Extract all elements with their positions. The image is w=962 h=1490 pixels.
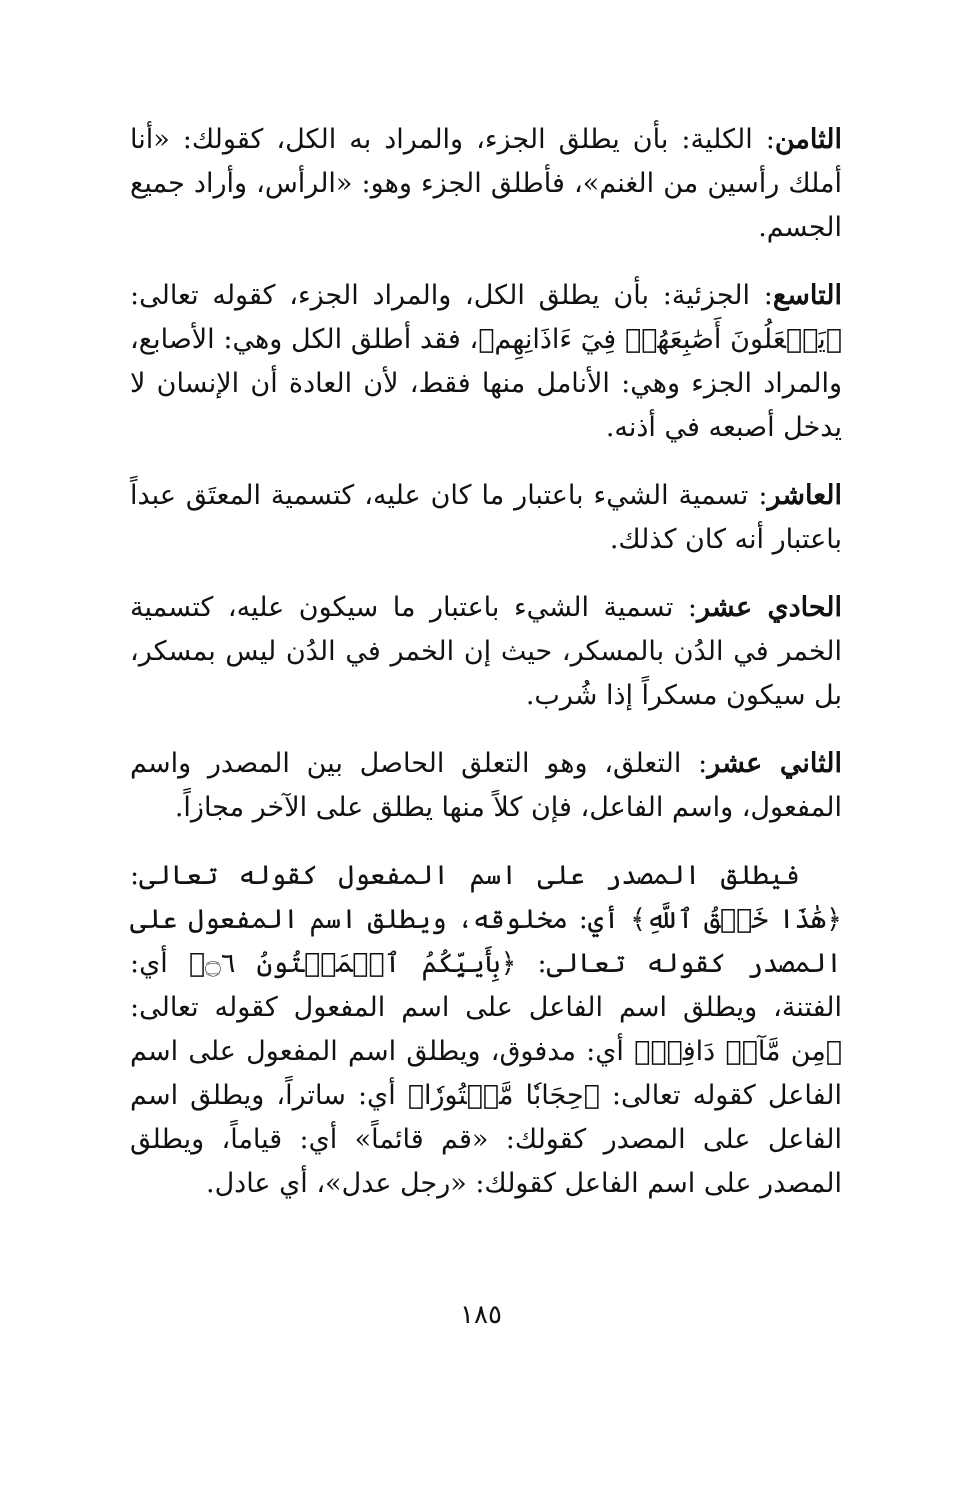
paragraph-text: : الجزئية: بأن يطلق الكل، والمراد الجزء، كقوله تعالى: ﴿يَجۡعَلُونَ أَصَٰبِعَهُمۡ فِيٓ ءَاذَانِهِم﴾، فقد أطلق الكل وهي: الأصابع، والمراد الجزء وهي: الأنامل منها فقط، لأن العادة أن الإنسان لا يدخل أصبعه في أذنه. [130, 280, 842, 443]
paragraph-eleventh [130, 586, 842, 718]
term-twelfth: الثاني عشر [707, 748, 842, 779]
term-tenth: العاشر [767, 480, 842, 511]
page-number: ١٨٥ [460, 1300, 502, 1330]
page-body [130, 118, 842, 1206]
paragraph-text: : الكلية: بأن يطلق الجزء، والمراد به الكل، كقولك: «أنا أملك رأسين من الغنم»، فأطلق الجزء وهو: «الرأس، وأراد جميع الجسم. [130, 124, 842, 243]
paragraph-text: : تسمية الشيء باعتبار ما سيكون عليه، كتسمية الخمر في الدُن بالمسكر، حيث إن الخمر في الدُن ليس بمسكر، بل سيكون مسكراً إذا شُرب. [130, 592, 842, 711]
term-eleventh: الحادي عشر [697, 592, 842, 623]
paragraph-ninth [130, 274, 842, 450]
paragraph-eighth [130, 118, 842, 250]
paragraph-text: : التعلق، وهو التعلق الحاصل بين المصدر واسم المفعول، واسم الفاعل، فإن كلاً منها يطلق على الآخر مجازاً. [130, 748, 842, 823]
paragraph-twelfth [130, 742, 842, 830]
paragraph-tenth [130, 474, 842, 562]
paragraph-final: فيطلق المصدر على اسم المفعول كقوله تعالى: ﴿هَٰذَا خَلۡقُ ٱللَّهِ﴾ أي: مخلوقه، ويطلق اسم المفعول على المصدر كقوله تعالى: ﴿بِأَييِّكُمُ ٱلۡمَفۡتُونُ ۝٦﴾ أي: الفتنة، ويطلق اسم الفاعل على اسم المفعول كقوله تعالى: ﴿مِن مَّآءٖ دَافِقٖ﴾ أي: مدفوق، ويطلق اسم المفعول على اسم الفاعل كقوله تعالى: ﴿حِجَابٗا مَّسۡتُورٗا﴾ أي: ساتراً، ويطلق اسم الفاعل على المصدر كقولك: «قم قائماً» أي: قياماً، ويطلق المصدر على اسم الفاعل كقولك: «رجل عدل»، أي عادل. [130, 860, 842, 1199]
term-ninth: التاسع [772, 280, 842, 311]
paragraph-text: : تسمية الشيء باعتبار ما كان عليه، كتسمية المعتَق عبداً باعتبار أنه كان كذلك. [130, 480, 842, 555]
term-eighth: الثامن [774, 124, 842, 155]
